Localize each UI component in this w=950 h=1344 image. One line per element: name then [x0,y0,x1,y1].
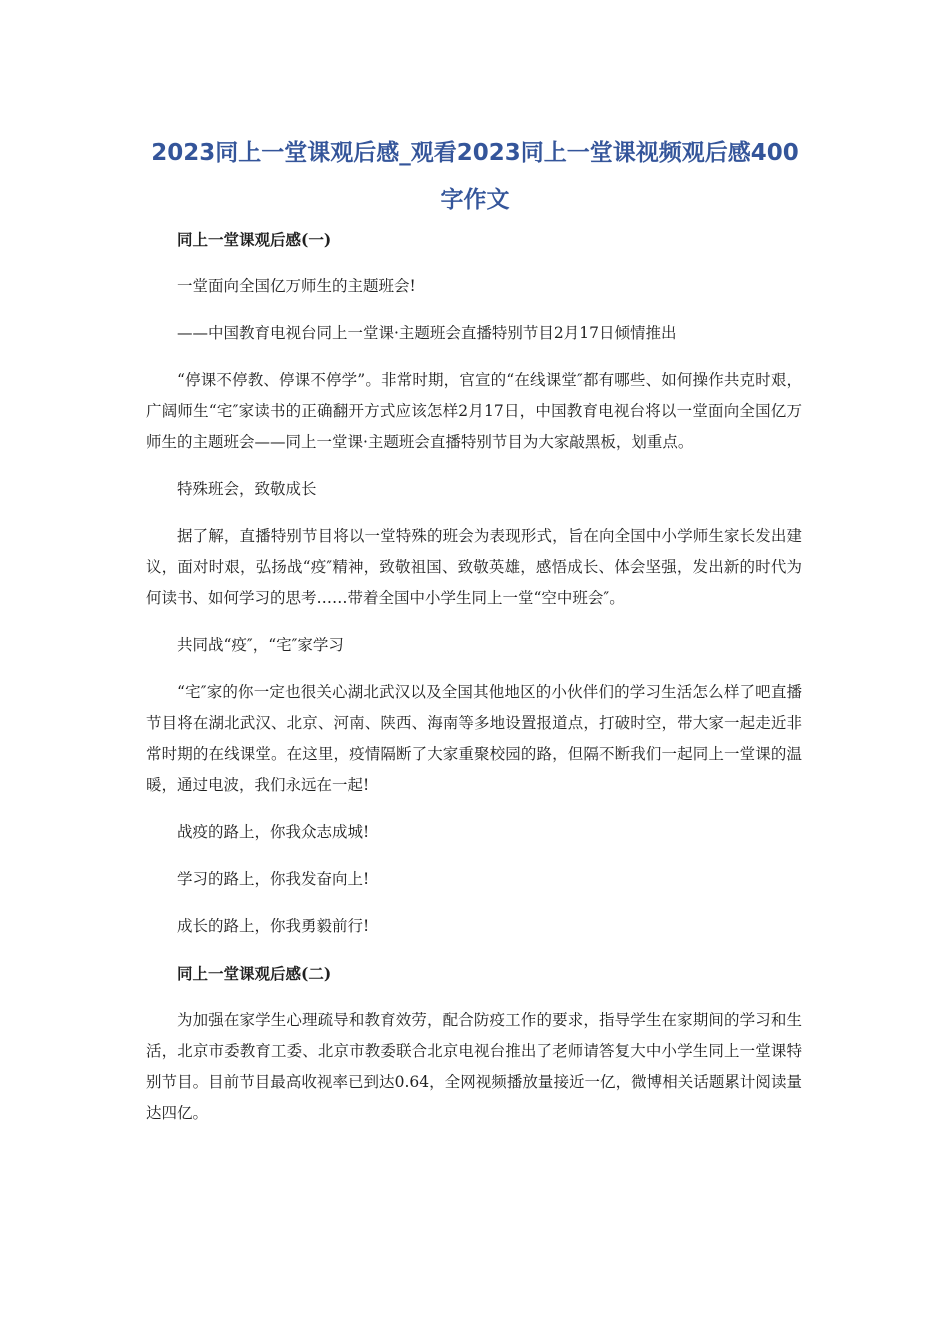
document-title: 2023同上一堂课观后感_观看2023同上一堂课视频观后感400字作文 [151,140,799,213]
paragraph: 战疫的路上，你我众志成城! [177,823,370,841]
paragraph: 据了解，直播特别节目将以一堂特殊的班会为表现形式，旨在向全国中小学师生家长发出建议，面对时艰，弘扬战“疫″精神，致敬祖国、致敬英雄，感悟成长、体会坚强，发出新的时代为何读书、如何学习的思考……带着全国中小学生同上一堂“空中班会″。 [146,527,802,607]
section-heading-2: 同上一堂课观后感(二) [177,964,332,983]
section-heading-1: 同上一堂课观后感(一) [177,230,332,249]
paragraph: 为加强在家学生心理疏导和教育效劳，配合防疫工作的要求，指导学生在家期间的学习和生活，北京市委教育工委、北京市教委联合北京电视台推出了老师请答复大中小学生同上一堂课特别节目。目前节目最高收视率已到达0.64，全网视频播放量接近一亿，微博相关话题累计阅读量达四亿。 [146,1011,802,1122]
paragraph: “宅″家的你一定也很关心湖北武汉以及全国其他地区的小伙伴们的学习生活怎么样了吧直播节目将在湖北武汉、北京、河南、陕西、海南等多地设置报道点，打破时空，带大家一起走近非常时期的在线课堂。在这里，疫情隔断了大家重聚校园的路，但隔不断我们一起同上一堂课的温暖，通过电波，我们永远在一起! [146,683,802,794]
paragraph: 成长的路上，你我勇毅前行! [177,917,370,935]
document-body [146,224,802,1129]
paragraph: 一堂面向全国亿万师生的主题班会! [177,277,416,295]
paragraph: 共同战“疫″，“宅″家学习 [177,636,344,654]
paragraph: 学习的路上，你我发奋向上! [177,870,370,888]
paragraph: “停课不停教、停课不停学”。非常时期，官宣的“在线课堂″都有哪些、如何操作共克时艰，广阔师生“宅″家读书的正确翻开方式应该怎样2月17日，中国教育电视台将以一堂面向全国亿万师生的主题班会——同上一堂课·主题班会直播特别节目为大家敲黑板，划重点。 [146,371,802,451]
paragraph: ——中国教育电视台同上一堂课·主题班会直播特别节目2月17日倾情推出 [177,324,677,342]
paragraph: 特殊班会，致敬成长 [177,480,317,498]
